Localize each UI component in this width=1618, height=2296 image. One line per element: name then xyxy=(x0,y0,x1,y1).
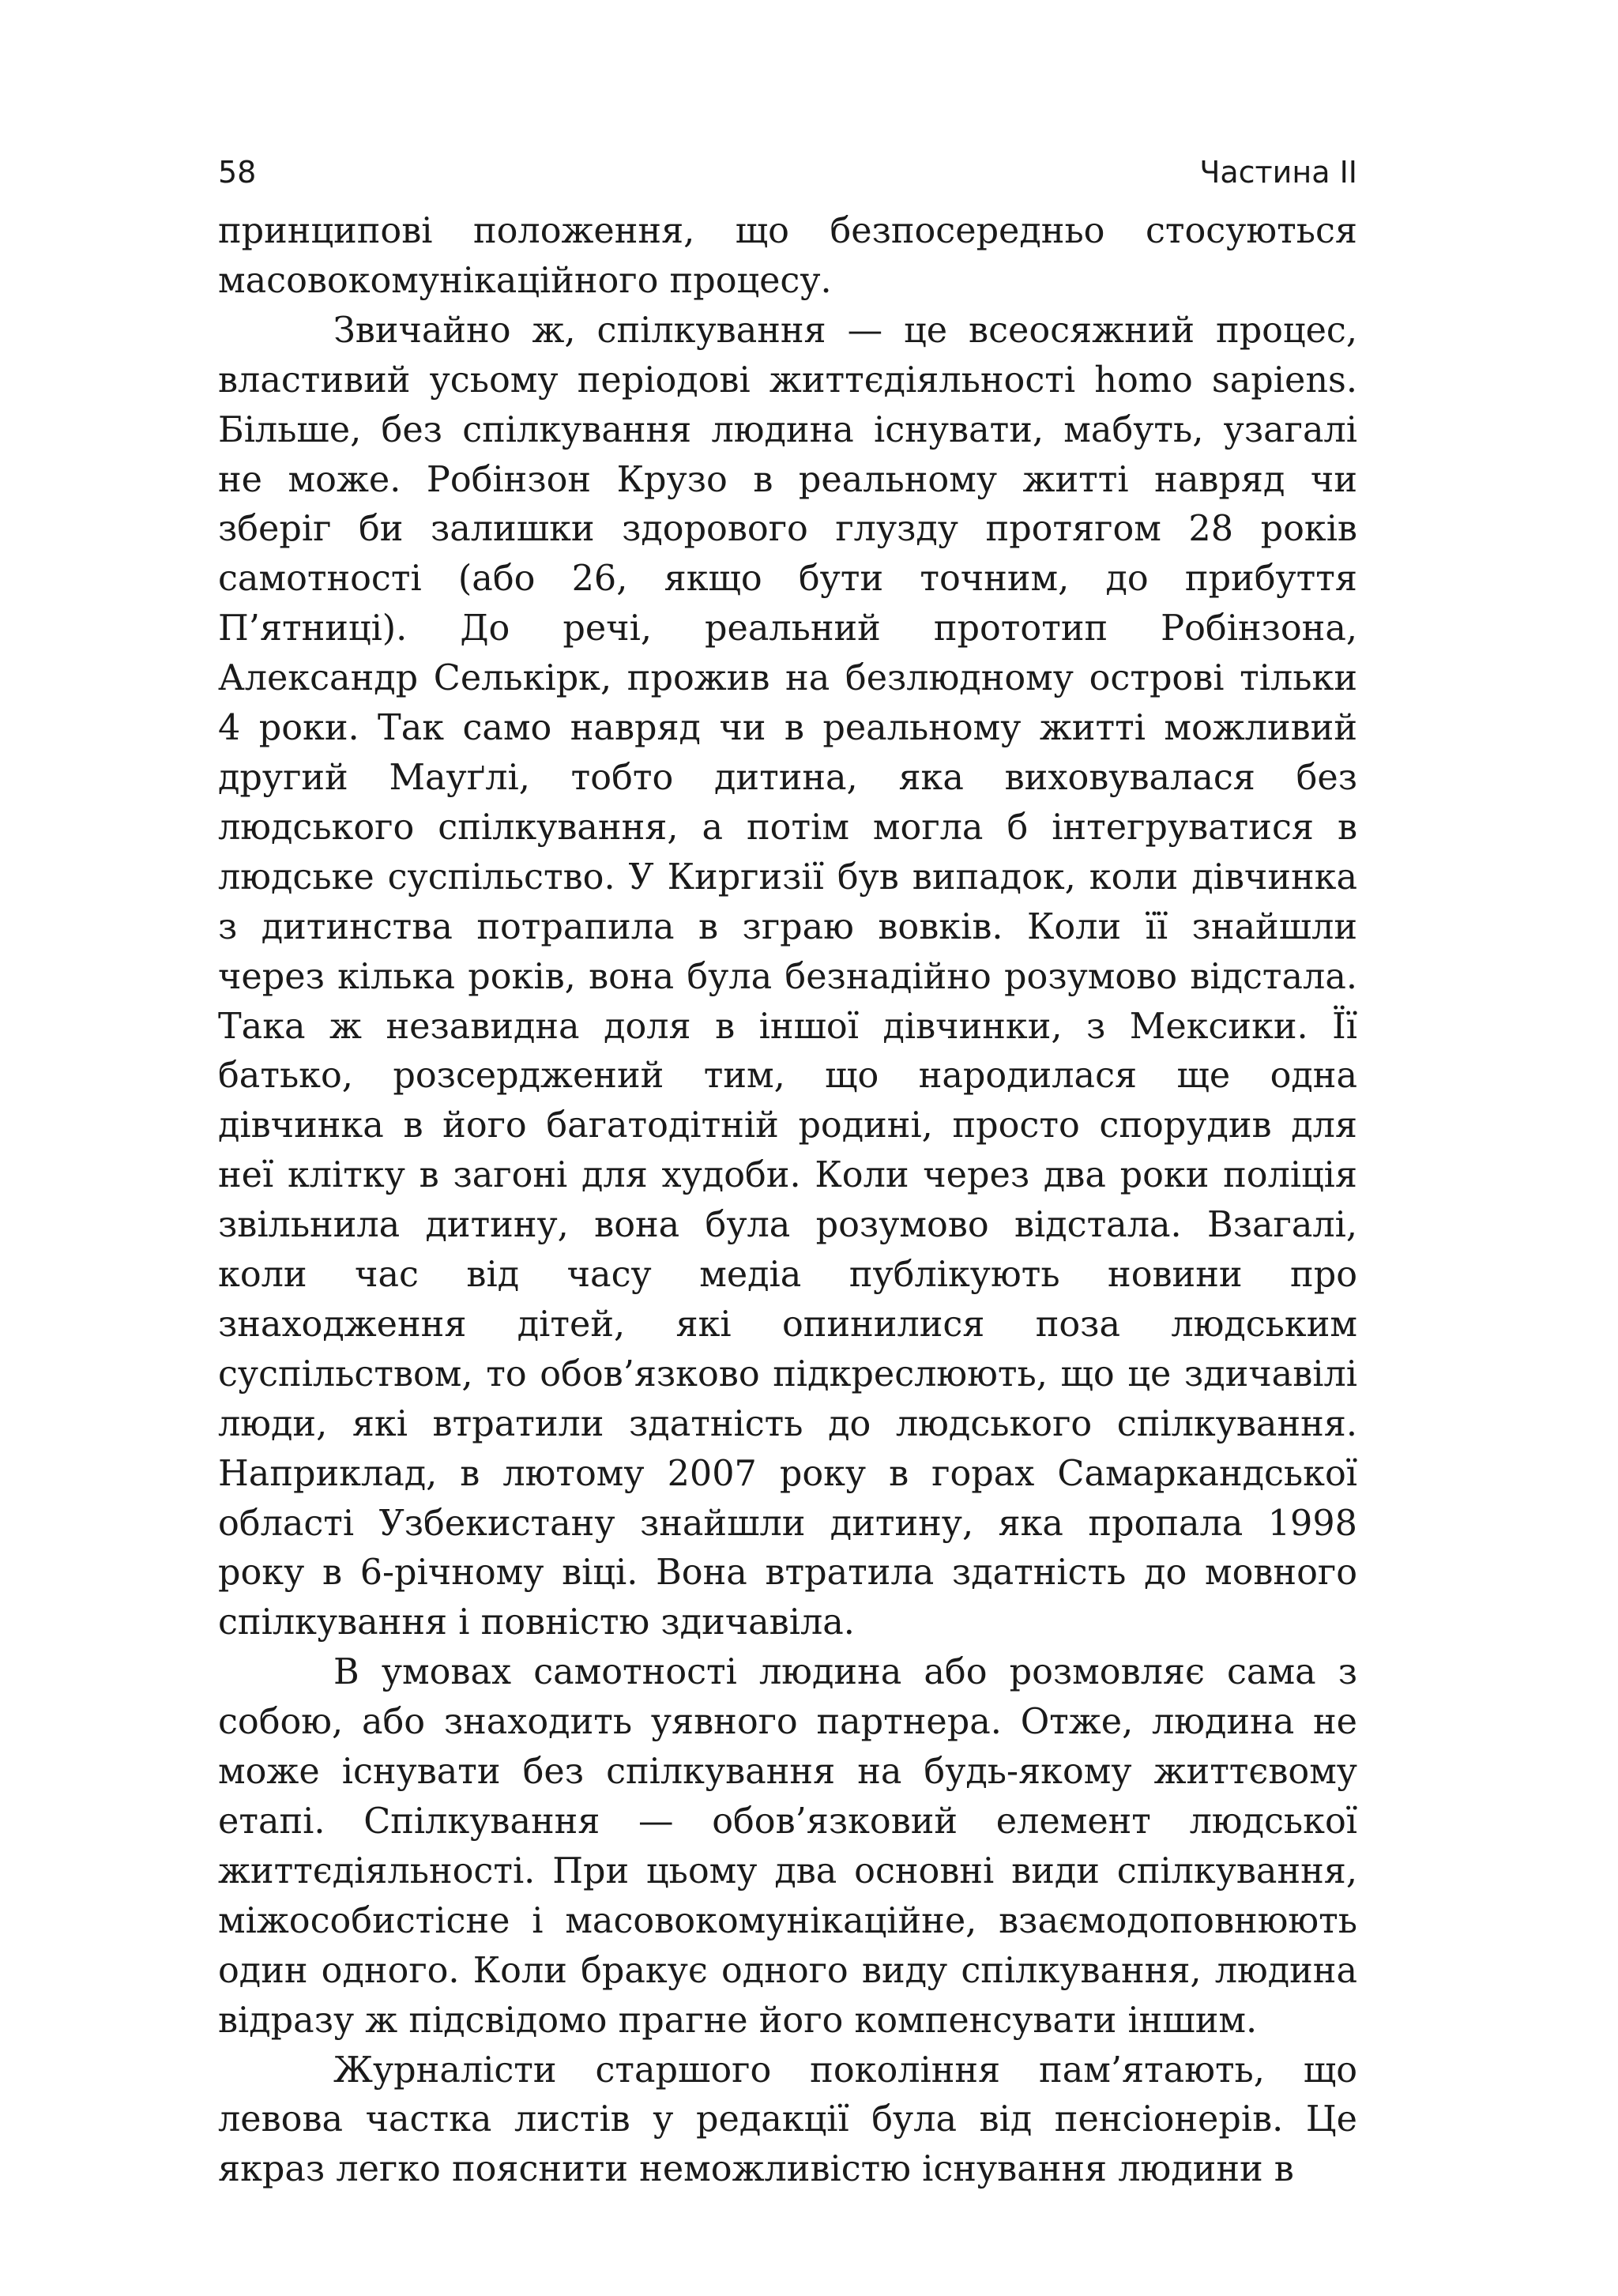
paragraph: Журналісти старшого покоління пам’ятають, що левова частка листів у редакції була від пенсіонерів. Це якраз легко пояснити неможливістю існування людини в xyxy=(218,2049,1357,2190)
running-head-section: Частина II xyxy=(1199,155,1357,190)
page-number: 58 xyxy=(218,155,257,190)
body-text xyxy=(218,207,1357,2195)
running-head xyxy=(218,150,1357,194)
paragraph: В умовах самотності людина або розмовляє сама з собою, або знаходить уявного партнера. Отже, людина не може існувати без спілкування на будь-якому життєвому етапі. Спілкування — обов’язковий елемент людської життєдіяльності. При цьому два основні види спілкування, міжособистісне і масовокомунікаційне, взаємодоповнюють один одного. Коли бракує одного виду спілкування, людина відразу ж підсвідомо прагне його компенсувати іншим. xyxy=(218,1652,1357,2041)
paragraph: Звичайно ж, спілкування — це всеосяжний процес, властивий усьому періодові життєдіяльності homo sapiens. Більше, без спілкування людина існувати, мабуть, узагалі не може. Робінзон Крузо в реальному житті навряд чи зберіг би залишки здорового глузду протягом 28 років самотності (або 26, якщо бути точним, до прибуття П’ятниці). До речі, реальний прототип Робінзона, Александр Селькірк, прожив на безлюдному острові тільки 4 роки. Так само навряд чи в реальному житті можливий другий Мауґлі, тобто дитина, яка виховувалася без людського спілкування, а потім могла б інтегруватися в людське суспільство. У Киргизії був випадок, коли дівчинка з дитинства потрапила в зграю вовків. Коли її знайшли через кілька років, вона була безнадійно розумово відстала. Така ж незавидна доля в іншої дівчинки, з Мексики. Її батько, розсерджений тим, що народилася ще одна дівчинка в його багатодітній родині, просто спорудив для неї клітку в загоні для худоби. Коли через два роки поліція звільнила дитину, вона була розумово відстала. Взагалі, коли час від часу медіа публікують новини про знаходження дітей, які опинилися поза людським суспільством, то обов’язково підкреслюють, що це здичавілі люди, які втратили здатність до людського спілкування. Наприклад, в лютому 2007 року в горах Самаркандської області Узбекистану знайшли дитину, яка пропала 1998 року в 6-річному віці. Вона втратила здатність до мовного спілкування і повністю здичавіла. xyxy=(218,310,1357,1643)
paragraph-continued: принципові положення, що безпосередньо стосуються масовокомунікаційного процесу. xyxy=(218,211,1357,301)
